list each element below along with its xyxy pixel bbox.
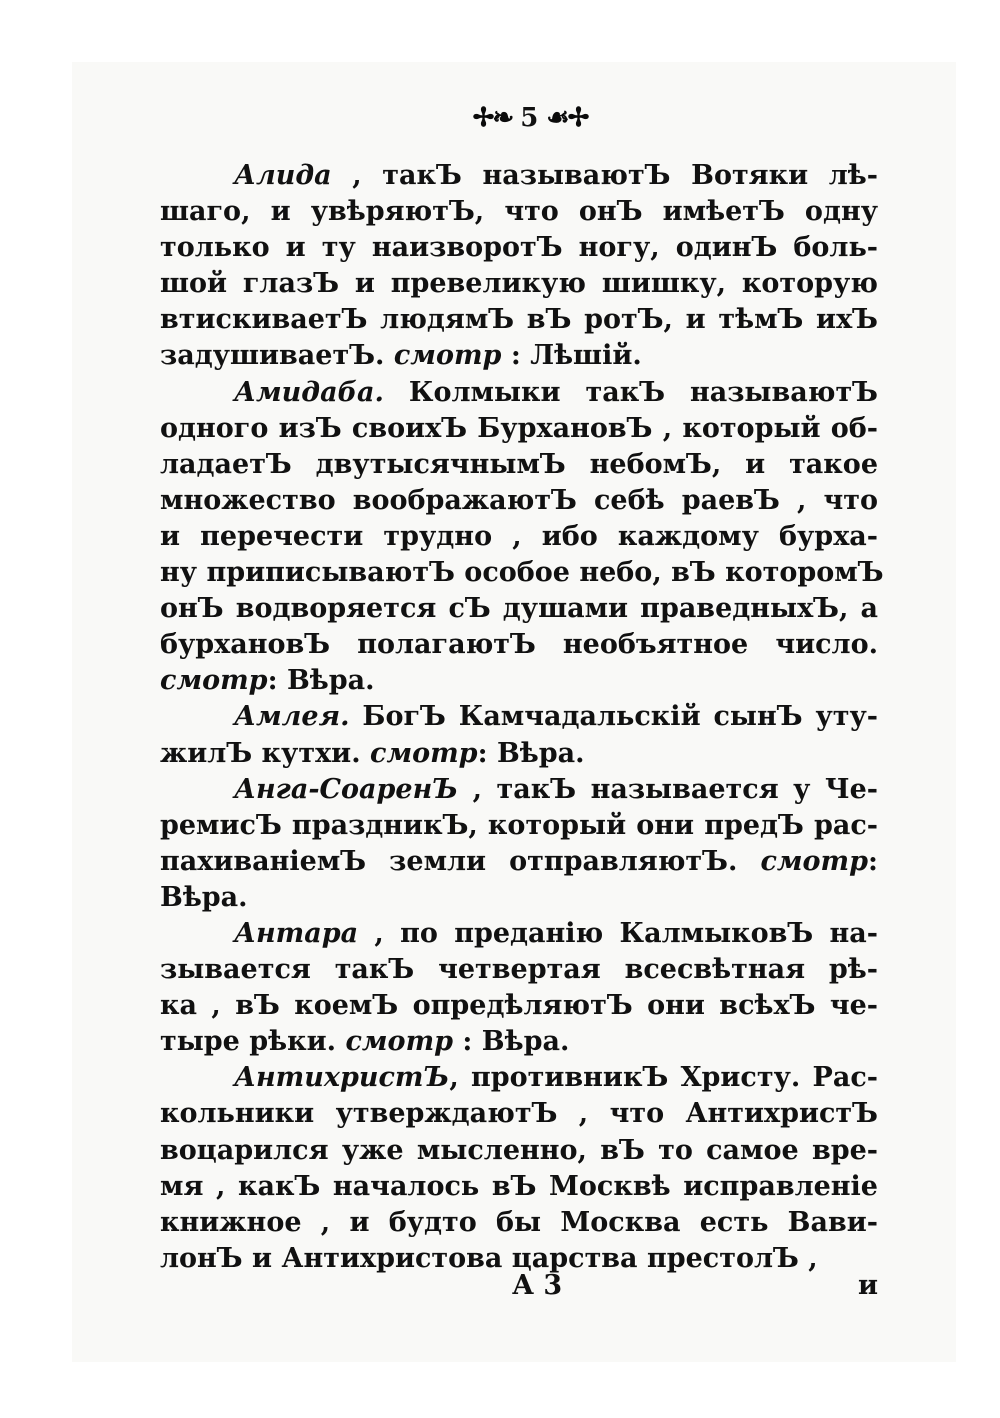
line-text: , противникЪ Христу. Рас- — [449, 1062, 878, 1094]
right-ornament-icon: ☙✢ — [546, 103, 588, 133]
cross-reference-label: смотр — [370, 737, 478, 769]
dictionary-entry — [160, 158, 878, 375]
text-line — [160, 988, 878, 1024]
text-line — [160, 519, 878, 555]
text-line — [160, 266, 878, 302]
dictionary-entry — [160, 1060, 878, 1277]
line-text: ремисЪ праздникЪ, который они предЪ рас- — [160, 809, 878, 841]
line-text: зывается такЪ четвертая всесвѣтная рѣ- — [160, 954, 878, 986]
line-text: жилЪ кутхи. — [160, 737, 361, 769]
dictionary-entry — [160, 772, 878, 916]
headword: Анга-СоаренЪ — [234, 773, 459, 805]
line-text: кольники утверждаютЪ , что АнтихристЪ — [160, 1098, 878, 1130]
text-line — [160, 1096, 878, 1132]
text-line — [160, 736, 878, 772]
left-ornament-icon: ✢❧ — [472, 103, 513, 133]
text-line — [160, 1060, 878, 1096]
page-number: 5 — [520, 103, 539, 133]
text-line — [160, 411, 878, 447]
line-text: воцарился уже мысленно, вЪ то самое вре- — [160, 1134, 878, 1166]
line-text: , такЪ называется у Че- — [458, 773, 878, 805]
text-line — [160, 627, 878, 663]
dictionary-entry — [160, 375, 884, 700]
dictionary-entry — [160, 699, 878, 771]
text-line — [160, 158, 878, 194]
text-line — [160, 844, 878, 880]
headword: Амидаба. — [234, 376, 384, 408]
text-line — [160, 230, 878, 266]
cross-reference-target: : Лѣшій. — [501, 340, 642, 372]
cross-reference-target: : — [868, 845, 878, 877]
line-text: онЪ водворяется сЪ душами праведныхЪ, а — [160, 593, 878, 625]
page-header — [440, 98, 620, 138]
text-line — [160, 338, 878, 374]
text-line — [160, 916, 878, 952]
text-line — [160, 772, 878, 808]
line-text: бурхановЪ полагаютЪ необъятное число. — [160, 629, 878, 661]
cross-reference-label: смотр — [760, 845, 869, 877]
headword: Антара — [234, 917, 359, 949]
line-text: БогЪ Камчадальскій сынЪ уту- — [349, 701, 878, 733]
headword: АнтихристЪ — [234, 1062, 450, 1094]
text-line — [160, 194, 878, 230]
line-text: ладаетЪ двутысячнымЪ небомЪ, и такое — [160, 448, 878, 480]
line-text: пахиваніемЪ земли отправляютЪ. — [160, 845, 738, 877]
line-text: шаго, и увѣряютЪ, что онЪ имѣетЪ одну — [160, 196, 878, 228]
signature-mark: А 3 — [512, 1270, 563, 1301]
headword: Алида — [234, 160, 332, 191]
text-line — [160, 591, 878, 627]
line-text: Вѣра. — [160, 881, 248, 913]
text-line — [160, 375, 878, 411]
line-text: только и ту наизворотЪ ногу, одинЪ боль- — [160, 232, 878, 264]
dictionary-entry — [160, 916, 878, 1060]
line-text: задушиваетЪ. — [160, 340, 385, 372]
text-line — [160, 1169, 878, 1205]
text-line — [160, 808, 878, 844]
line-text: , по преданію КалмыковЪ на- — [358, 917, 878, 949]
line-text: втискиваетЪ людямЪ вЪ ротЪ, и тѣмЪ ихЪ — [160, 304, 878, 336]
line-text: лонЪ и Антихристова царства престолЪ , — [160, 1242, 818, 1274]
text-line — [160, 447, 878, 483]
line-text: ну приписываютЪ особое небо, вЪ которомЪ — [160, 557, 884, 589]
text-line — [160, 699, 878, 735]
line-text: тыре рѣки. — [160, 1026, 337, 1058]
text-line — [160, 555, 884, 591]
line-text: книжное , и будто бы Москва есть Вави- — [160, 1206, 878, 1238]
line-text: множество воображаютЪ себѣ раевЪ , что — [160, 484, 878, 516]
cross-reference-label: смотр — [393, 340, 502, 372]
cross-reference-label: смотр — [160, 665, 268, 697]
text-line — [160, 1133, 878, 1169]
text-line — [160, 483, 878, 519]
cross-reference-target: : Вѣра. — [477, 737, 585, 769]
line-text: одного изЪ своихЪ БурхановЪ , который об- — [160, 412, 878, 444]
cross-reference-target: : Вѣра. — [267, 665, 375, 697]
text-line — [160, 952, 878, 988]
line-text: шой глазЪ и превеликую шишку, которую — [160, 268, 878, 300]
cross-reference-label: смотр — [345, 1026, 454, 1058]
dictionary-text — [160, 158, 884, 1277]
text-line — [160, 1205, 878, 1241]
text-line — [160, 663, 878, 699]
line-text: мя , какЪ началось вЪ Москвѣ исправленіе — [160, 1170, 878, 1202]
page-footer — [160, 1266, 878, 1306]
line-text: , такЪ называютЪ Вотяки лѣ- — [331, 160, 878, 191]
text-line — [160, 302, 878, 338]
line-text: и перечести трудно , ибо каждому бурха- — [160, 520, 878, 552]
catchword: и — [857, 1270, 878, 1301]
line-text: Колмыки такЪ называютЪ — [383, 376, 878, 408]
text-line — [160, 1024, 878, 1060]
text-line — [160, 880, 878, 916]
headword: Амлея. — [234, 701, 350, 733]
line-text: ка , вЪ коемЪ опредѣляютЪ они всѣхЪ че- — [160, 990, 878, 1022]
cross-reference-target: : Вѣра. — [453, 1026, 570, 1058]
